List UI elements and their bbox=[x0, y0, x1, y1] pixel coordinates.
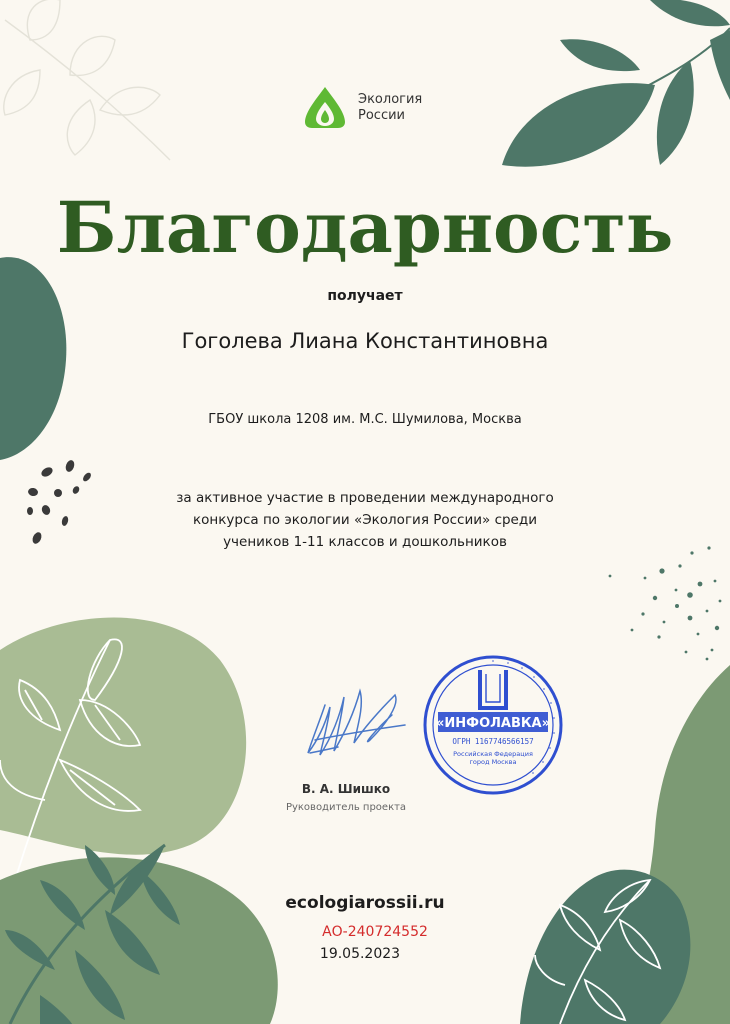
stamp-ogrn: ОГРН 1167746566157 bbox=[452, 737, 534, 746]
recipient-name: Гоголева Лиана Константиновна bbox=[181, 329, 549, 353]
handwritten-signature bbox=[300, 685, 410, 765]
stamp-city: город Москва bbox=[469, 758, 517, 766]
document-number: АО-240724552 bbox=[322, 924, 428, 940]
website-link[interactable]: ecologiarossii.ru bbox=[285, 893, 445, 913]
company-stamp bbox=[418, 650, 568, 800]
award-reason-line: за активное участие в проведении международного bbox=[176, 490, 554, 506]
award-reason bbox=[0, 487, 730, 553]
dark-leaves-top-right bbox=[502, 0, 730, 167]
signer-name: В. А. Шишко bbox=[301, 782, 391, 796]
award-reason-line: учеников 1-11 классов и дошкольников bbox=[223, 534, 507, 550]
school-name: ГБОУ школа 1208 им. М.С. Шумилова, Москва bbox=[208, 412, 522, 427]
receives-label: получает bbox=[327, 288, 403, 304]
leaf-drop-logo-icon bbox=[303, 86, 347, 130]
sage-blob-left bbox=[0, 618, 246, 855]
document-date: 19.05.2023 bbox=[319, 946, 401, 962]
logo-line-1: Экология bbox=[358, 92, 423, 107]
seed-dots-right bbox=[609, 546, 722, 660]
logo-text bbox=[358, 92, 422, 124]
faint-leaf-outline-top-left bbox=[4, 0, 170, 160]
stamp-center-text: «ИНФОЛАВКА» bbox=[436, 716, 550, 731]
signer-role: Руководитель проекта bbox=[285, 802, 407, 813]
stamp-country: Российская Федерация bbox=[453, 750, 533, 758]
certificate-title: Благодарность bbox=[56, 186, 674, 269]
award-reason-line: конкурса по экологии «Экология России» среди bbox=[193, 512, 537, 528]
logo-line-2: России bbox=[358, 108, 405, 123]
